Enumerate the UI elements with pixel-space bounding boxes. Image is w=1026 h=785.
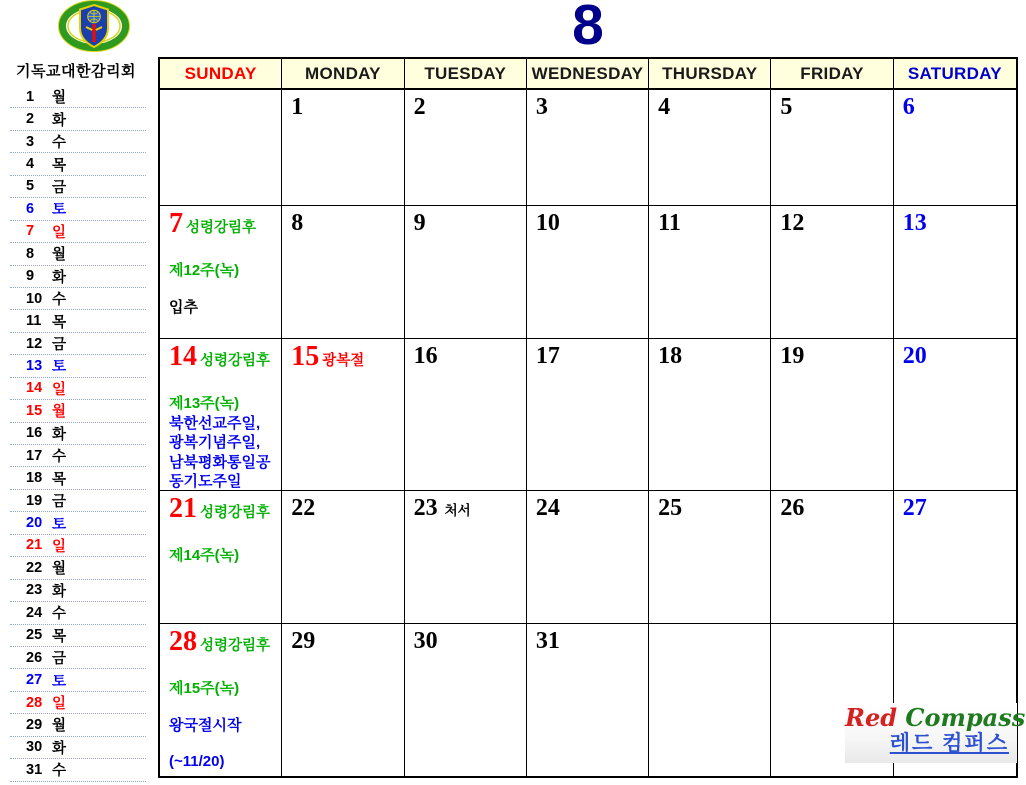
sidebar-weekday-char: 일 xyxy=(52,224,67,241)
weekday-header-sunday: SUNDAY xyxy=(160,59,282,88)
sidebar-day-number: 28 xyxy=(26,694,43,711)
day-cell-22 xyxy=(282,491,404,624)
sidebar-weekday-char: 일 xyxy=(52,696,67,713)
day-cell-30 xyxy=(405,624,527,776)
date-number: 30 xyxy=(413,628,438,654)
note-line: 광복기념주일, xyxy=(169,434,261,451)
date-number: 20 xyxy=(902,343,927,369)
day-cell-head xyxy=(291,495,400,522)
sidebar-day-number: 27 xyxy=(26,672,43,689)
day-cell-head xyxy=(536,343,645,370)
weekday-header-thursday: THURSDAY xyxy=(649,59,771,88)
sidebar-day-row-1 xyxy=(10,86,146,108)
sidebar-weekday-char: 화 xyxy=(52,426,67,443)
sidebar-day-row-9 xyxy=(10,266,146,288)
sidebar-day-row-28 xyxy=(10,692,146,714)
date-number: 14 xyxy=(169,341,197,372)
sidebar-day-row-8 xyxy=(10,243,146,265)
date-number: 25 xyxy=(658,495,683,521)
week-row-4 xyxy=(160,491,1016,624)
day-cell-head xyxy=(414,343,523,370)
day-cell-head xyxy=(780,343,889,370)
day-cell-head xyxy=(903,210,1013,237)
day-cell-3 xyxy=(527,90,649,206)
sidebar-day-row-15 xyxy=(10,400,146,422)
day-cell-head xyxy=(780,210,889,237)
sidebar-day-row-3 xyxy=(10,131,146,153)
day-cell-5 xyxy=(771,90,893,206)
sidebar-weekday-char: 화 xyxy=(52,112,67,129)
date-number: 3 xyxy=(535,94,548,120)
sidebar-day-number: 10 xyxy=(26,290,43,307)
sidebar-day-row-23 xyxy=(10,580,146,602)
day-cell-head xyxy=(414,210,523,237)
week-row-2 xyxy=(160,206,1016,339)
day-cell-head xyxy=(658,94,767,121)
date-number: 26 xyxy=(780,495,805,521)
day-label: 성령강림후 xyxy=(200,505,271,521)
note-line: (~11/20) xyxy=(169,753,225,770)
sidebar-day-row-30 xyxy=(10,737,146,759)
date-number: 4 xyxy=(658,94,671,120)
day-cell-14 xyxy=(160,339,282,491)
day-cell-2 xyxy=(405,90,527,206)
sidebar-day-row-25 xyxy=(10,625,146,647)
sidebar-day-number: 4 xyxy=(26,156,35,173)
sidebar-weekday-char: 월 xyxy=(52,718,67,735)
date-number: 1 xyxy=(291,94,304,120)
day-cell-head xyxy=(780,495,889,522)
sidebar-day-number: 12 xyxy=(26,335,43,352)
date-number: 12 xyxy=(780,210,805,236)
sidebar-day-number: 23 xyxy=(26,582,43,599)
day-cell-24 xyxy=(527,491,649,624)
day-cell-23 xyxy=(405,491,527,624)
month-title: 8 xyxy=(572,0,604,57)
sidebar-day-number: 7 xyxy=(26,223,35,240)
sidebar-day-number: 5 xyxy=(26,178,35,195)
sidebar-day-number: 9 xyxy=(26,268,35,285)
day-cell-1 xyxy=(282,90,404,206)
sidebar-day-number: 3 xyxy=(26,133,35,150)
sidebar-day-row-16 xyxy=(10,423,146,445)
sidebar-day-row-22 xyxy=(10,557,146,579)
day-cell-27 xyxy=(894,491,1016,624)
empty-cell xyxy=(160,90,282,206)
sidebar-weekday-char: 수 xyxy=(52,135,67,152)
weekday-header-tuesday: TUESDAY xyxy=(405,59,527,88)
day-cell-25 xyxy=(649,491,771,624)
day-cell-head xyxy=(658,495,767,522)
date-number: 21 xyxy=(169,493,197,524)
day-cell-head xyxy=(414,495,523,522)
date-number: 9 xyxy=(413,210,426,236)
day-cell-head xyxy=(780,94,889,121)
sidebar-weekday-char: 금 xyxy=(52,651,67,668)
day-cell-15 xyxy=(282,339,404,491)
date-number: 11 xyxy=(658,210,681,236)
sidebar-day-number: 22 xyxy=(26,559,43,576)
red-compass-korean-text: 레드 컴퍼스 xyxy=(889,732,1009,755)
sidebar-day-row-6 xyxy=(10,198,146,220)
day-cell-9 xyxy=(405,206,527,339)
empty-cell xyxy=(649,624,771,776)
day-cell-head xyxy=(903,94,1013,121)
day-cell-head xyxy=(169,210,278,237)
sidebar-day-number: 2 xyxy=(26,111,35,128)
sidebar-weekday-char: 수 xyxy=(52,292,67,309)
sidebar-day-number: 21 xyxy=(26,537,43,554)
day-cell-head xyxy=(536,210,645,237)
day-cell-26 xyxy=(771,491,893,624)
red-compass-red-word: Red xyxy=(845,703,897,732)
day-cell-10 xyxy=(527,206,649,339)
sidebar-day-row-4 xyxy=(10,153,146,175)
sidebar-weekday-char: 금 xyxy=(52,179,67,196)
sidebar-weekday-char: 화 xyxy=(52,269,67,286)
sidebar-day-row-17 xyxy=(10,445,146,467)
day-cell-head xyxy=(291,343,400,370)
sidebar-weekday-char: 월 xyxy=(52,247,67,264)
sidebar-weekday-char: 수 xyxy=(52,606,67,623)
sidebar-weekday-char: 금 xyxy=(52,494,67,511)
sidebar-day-number: 25 xyxy=(26,627,43,644)
sidebar-day-row-7 xyxy=(10,221,146,243)
sidebar-day-row-20 xyxy=(10,512,146,534)
day-label: 성령강림후 xyxy=(200,638,271,654)
day-cell-head xyxy=(536,94,645,121)
day-cell-head xyxy=(291,628,400,655)
red-compass-green-word: Compass xyxy=(905,703,1026,732)
day-cell-17 xyxy=(527,339,649,491)
date-number: 10 xyxy=(535,210,560,236)
sidebar-day-number: 26 xyxy=(26,649,43,666)
calendar-body xyxy=(160,90,1016,776)
sidebar-weekday-char: 화 xyxy=(52,740,67,757)
day-label: 성령강림후 xyxy=(186,220,257,236)
day-cell-head xyxy=(903,343,1013,370)
date-number: 18 xyxy=(658,343,683,369)
sidebar-day-number: 16 xyxy=(26,425,43,442)
day-cell-16 xyxy=(405,339,527,491)
sidebar-weekday-char: 월 xyxy=(52,90,67,107)
date-number: 24 xyxy=(535,495,560,521)
day-cell-head xyxy=(658,343,767,370)
weekday-header-saturday: SATURDAY xyxy=(907,63,1002,83)
sidebar-weekday-char: 금 xyxy=(52,337,67,354)
weekday-header-friday: FRIDAY xyxy=(771,59,893,88)
sidebar-weekday-char: 월 xyxy=(52,561,67,578)
day-cell-7 xyxy=(160,206,282,339)
day-label: 처서 xyxy=(444,503,471,518)
day-cell-20 xyxy=(894,339,1016,491)
day-cell-head xyxy=(658,210,767,237)
sidebar-day-number: 15 xyxy=(26,402,43,419)
day-cell-head xyxy=(536,495,645,522)
org-name: 기독교대한감리회 xyxy=(16,63,136,80)
day-cell-21 xyxy=(160,491,282,624)
sidebar-day-row-12 xyxy=(10,333,146,355)
day-cell-29 xyxy=(282,624,404,776)
sidebar-weekday-char: 수 xyxy=(52,449,67,466)
date-number: 22 xyxy=(291,495,316,521)
date-number: 17 xyxy=(535,343,560,369)
sidebar-weekday-char: 일 xyxy=(52,381,67,398)
note-line: 남북평화통일공 xyxy=(169,453,271,471)
sidebar-day-number: 29 xyxy=(26,716,43,733)
note-line: 제14주(녹) xyxy=(169,547,240,564)
day-cell-head xyxy=(414,628,523,655)
sidebar-day-row-31 xyxy=(10,759,146,781)
sidebar-day-row-26 xyxy=(10,647,146,669)
day-cell-head xyxy=(536,628,645,655)
sidebar-weekday-char: 토 xyxy=(52,673,67,690)
sidebar-weekday-char: 월 xyxy=(52,404,67,421)
church-emblem-icon xyxy=(56,0,132,52)
date-number: 29 xyxy=(291,628,316,654)
sidebar-weekday-char: 토 xyxy=(52,202,67,219)
red-compass-logo xyxy=(845,703,1026,763)
weekday-header-wednesday: WEDNESDAY xyxy=(527,59,649,88)
sidebar-day-number: 14 xyxy=(26,380,43,397)
sidebar-weekday-char: 목 xyxy=(52,471,67,488)
sidebar-day-row-10 xyxy=(10,288,146,310)
day-cell-8 xyxy=(282,206,404,339)
date-number: 28 xyxy=(169,626,197,657)
weekday-header-monday: MONDAY xyxy=(282,59,404,88)
date-number: 19 xyxy=(780,343,805,369)
calendar-table xyxy=(158,57,1018,778)
day-cell-head xyxy=(291,210,400,237)
sidebar-day-row-21 xyxy=(10,535,146,557)
note-line: 왕국절시작 xyxy=(169,716,242,734)
sidebar-weekday-char: 일 xyxy=(52,538,67,555)
weekday-header-row xyxy=(160,59,1016,90)
day-cell-6 xyxy=(894,90,1016,206)
sidebar-weekday-char: 목 xyxy=(52,157,67,174)
sidebar-day-row-14 xyxy=(10,378,146,400)
sidebar-weekday-char: 목 xyxy=(52,314,67,331)
sidebar-weekday-char: 수 xyxy=(52,763,67,780)
day-cell-head xyxy=(169,628,278,655)
date-number: 15 xyxy=(291,341,320,372)
note-line: 동기도주일 xyxy=(169,473,242,490)
sidebar-weekday-char: 토 xyxy=(52,359,67,376)
day-cell-head xyxy=(169,495,278,522)
date-number: 8 xyxy=(291,210,304,236)
sidebar-day-number: 18 xyxy=(26,470,43,487)
sidebar-weekday-char: 토 xyxy=(52,516,67,533)
sidebar-day-number: 8 xyxy=(26,245,35,262)
day-label: 광복절 xyxy=(322,353,365,369)
sidebar-day-row-19 xyxy=(10,490,146,512)
day-cell-31 xyxy=(527,624,649,776)
day-cell-18 xyxy=(649,339,771,491)
sidebar-day-number: 20 xyxy=(26,515,43,532)
sidebar-day-number: 24 xyxy=(26,604,43,621)
date-number: 16 xyxy=(413,343,438,369)
sidebar-weekday-char: 화 xyxy=(52,583,67,600)
sidebar-day-number: 31 xyxy=(26,761,43,778)
sidebar-weekday-char: 목 xyxy=(52,628,67,645)
sidebar-day-number: 1 xyxy=(26,88,35,105)
sidebar-day-number: 30 xyxy=(26,739,43,756)
day-cell-12 xyxy=(771,206,893,339)
week-row-1 xyxy=(160,90,1016,206)
sidebar-day-number: 17 xyxy=(26,447,43,464)
church-logo xyxy=(56,0,132,52)
note-line: 제13주(녹) xyxy=(169,395,240,412)
day-cell-11 xyxy=(649,206,771,339)
sidebar-day-number: 19 xyxy=(26,492,43,509)
note-line: 제12주(녹) xyxy=(169,262,240,279)
date-number: 2 xyxy=(413,94,426,120)
sidebar-day-row-11 xyxy=(10,310,146,332)
sidebar-day-row-5 xyxy=(10,176,146,198)
day-cell-4 xyxy=(649,90,771,206)
day-list xyxy=(10,86,146,782)
sidebar-day-row-27 xyxy=(10,669,146,691)
red-compass-script-text xyxy=(845,703,1026,732)
day-cell-28 xyxy=(160,624,282,776)
sidebar-day-row-29 xyxy=(10,714,146,736)
day-cell-head xyxy=(903,495,1013,522)
sidebar-day-row-13 xyxy=(10,355,146,377)
sidebar-day-row-18 xyxy=(10,467,146,489)
day-cell-head xyxy=(291,94,400,121)
sidebar-day-number: 6 xyxy=(26,200,35,217)
note-line: 입추 xyxy=(169,298,198,316)
day-cell-13 xyxy=(894,206,1016,339)
date-number: 13 xyxy=(902,210,927,236)
sidebar-day-number: 13 xyxy=(26,357,43,374)
date-number: 23 xyxy=(413,495,438,521)
note-line: 제15주(녹) xyxy=(169,680,240,697)
date-number: 5 xyxy=(780,94,793,120)
day-cell-head xyxy=(169,343,278,370)
note-line: 북한선교주일, xyxy=(169,414,261,432)
day-label: 성령강림후 xyxy=(200,353,271,369)
date-number: 7 xyxy=(169,208,183,239)
week-row-3 xyxy=(160,339,1016,491)
date-number: 6 xyxy=(902,94,915,120)
day-cell-19 xyxy=(771,339,893,491)
date-number: 31 xyxy=(535,628,560,654)
sidebar-day-row-24 xyxy=(10,602,146,624)
sidebar-day-number: 11 xyxy=(26,313,42,330)
sidebar-day-row-2 xyxy=(10,108,146,130)
date-number: 27 xyxy=(902,495,927,521)
day-cell-head xyxy=(414,94,523,121)
